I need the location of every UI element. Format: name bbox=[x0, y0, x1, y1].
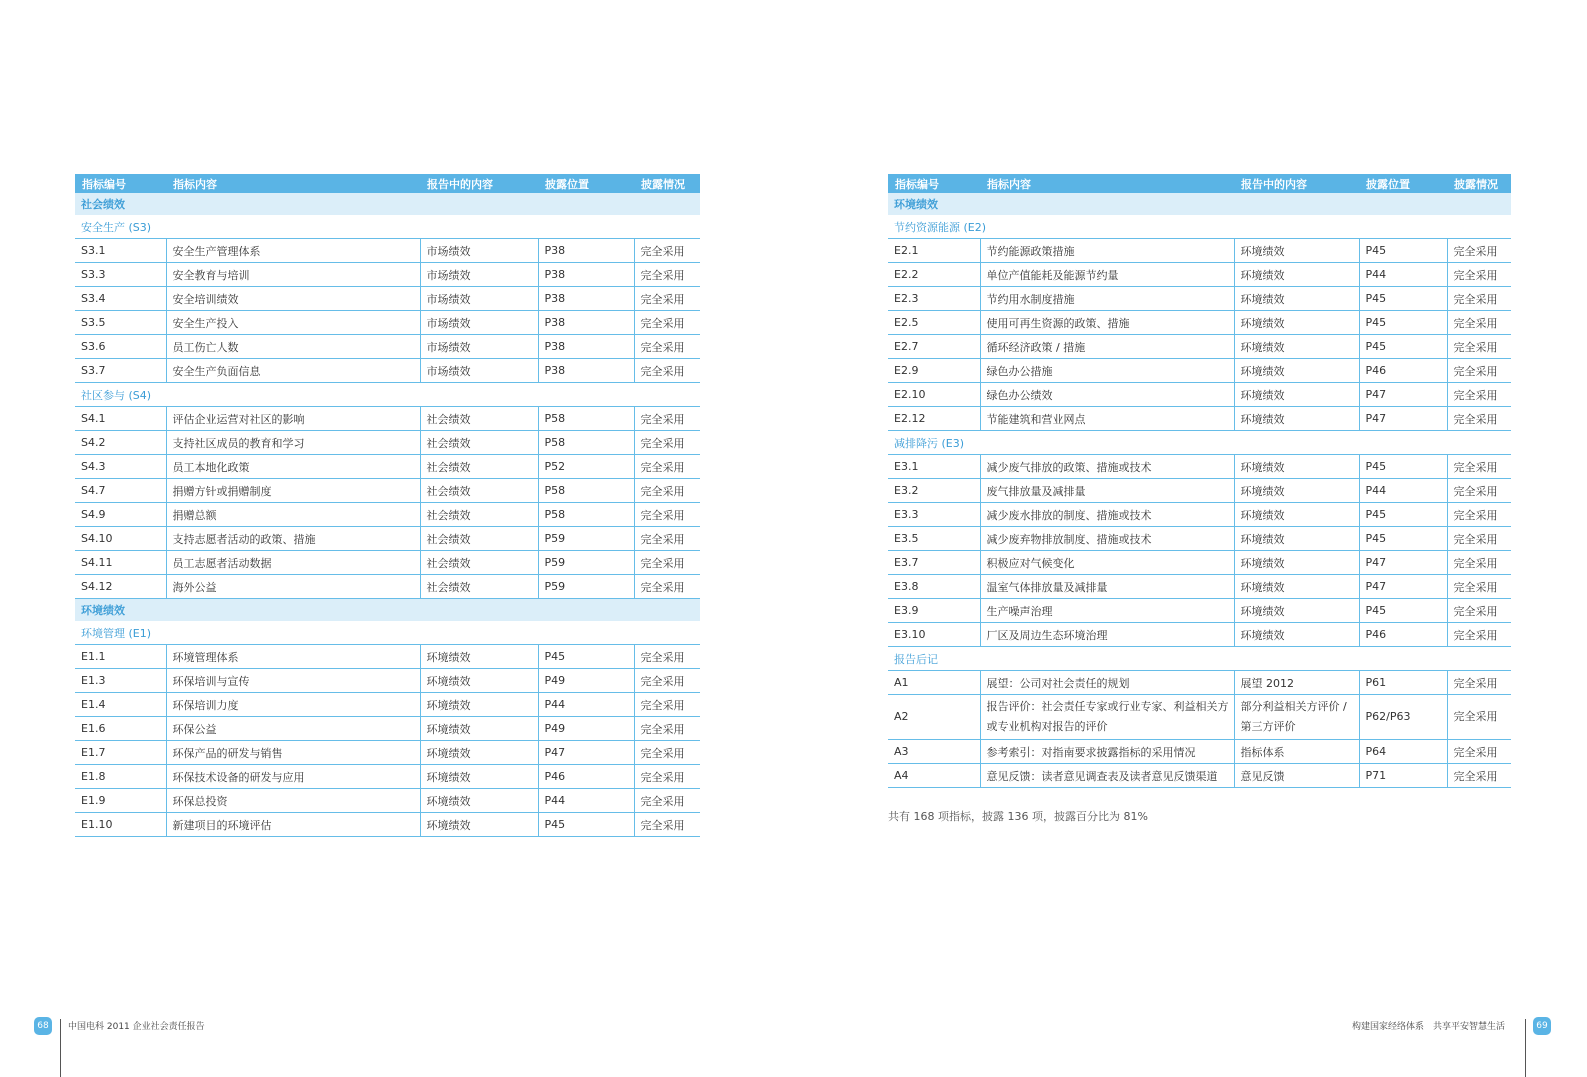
cell-status: 完全采用 bbox=[1447, 479, 1511, 503]
cell-content: 节约用水制度措施 bbox=[980, 287, 1234, 311]
cell-report-content: 社会绩效 bbox=[420, 575, 538, 599]
cell-report-content: 环境绩效 bbox=[1234, 623, 1359, 647]
cell-report-content: 环境绩效 bbox=[1234, 479, 1359, 503]
cell-status: 完全采用 bbox=[634, 455, 700, 479]
cell-report-content: 社会绩效 bbox=[420, 527, 538, 551]
page-number-right: 69 bbox=[1533, 1017, 1551, 1035]
cell-code: S4.1 bbox=[75, 407, 166, 431]
table-row bbox=[888, 407, 1511, 431]
cell-location: P45 bbox=[1359, 311, 1447, 335]
cell-content: 环保培训力度 bbox=[166, 693, 420, 717]
cell-content: 节约能源政策措施 bbox=[980, 239, 1234, 263]
cell-content: 展望：公司对社会责任的规划 bbox=[980, 671, 1234, 695]
cell-report-content: 展望 2012 bbox=[1234, 671, 1359, 695]
cell-status: 完全采用 bbox=[634, 575, 700, 599]
table-row bbox=[888, 359, 1511, 383]
table-row bbox=[75, 359, 700, 383]
table-row bbox=[75, 335, 700, 359]
subcategory-row bbox=[75, 383, 700, 407]
table-row bbox=[75, 789, 700, 813]
cell-status: 完全采用 bbox=[1447, 239, 1511, 263]
cell-code: E2.2 bbox=[888, 263, 980, 287]
table-row bbox=[75, 431, 700, 455]
cell-content: 单位产值能耗及能源节约量 bbox=[980, 263, 1234, 287]
left-table-body bbox=[75, 193, 700, 837]
page-number-left: 68 bbox=[34, 1017, 52, 1035]
cell-location: P46 bbox=[1359, 623, 1447, 647]
category-row bbox=[75, 599, 700, 622]
table-row bbox=[888, 575, 1511, 599]
cell-report-content: 市场绩效 bbox=[420, 263, 538, 287]
cell-report-content: 环境绩效 bbox=[420, 669, 538, 693]
cell-report-content: 环境绩效 bbox=[1234, 383, 1359, 407]
cell-status: 完全采用 bbox=[634, 669, 700, 693]
cell-status: 完全采用 bbox=[1447, 575, 1511, 599]
cell-location: P59 bbox=[538, 575, 634, 599]
cell-location: P38 bbox=[538, 239, 634, 263]
table-row bbox=[75, 551, 700, 575]
cell-location: P38 bbox=[538, 311, 634, 335]
subcategory-label: 社区参与 (S4) bbox=[75, 383, 700, 407]
category-label: 社会绩效 bbox=[75, 193, 700, 215]
subcategory-row bbox=[888, 431, 1511, 455]
cell-content: 循环经济政策 / 措施 bbox=[980, 335, 1234, 359]
cell-status: 完全采用 bbox=[634, 503, 700, 527]
cell-code: E2.10 bbox=[888, 383, 980, 407]
cell-content: 员工志愿者活动数据 bbox=[166, 551, 420, 575]
right-table-body bbox=[888, 193, 1511, 788]
cell-content: 绿色办公措施 bbox=[980, 359, 1234, 383]
cell-report-content: 社会绩效 bbox=[420, 455, 538, 479]
right-table-header bbox=[888, 174, 1511, 193]
header-code: 指标编号 bbox=[888, 174, 980, 193]
cell-content: 安全培训绩效 bbox=[166, 287, 420, 311]
cell-status: 完全采用 bbox=[634, 645, 700, 669]
cell-status: 完全采用 bbox=[634, 479, 700, 503]
cell-location: P44 bbox=[538, 789, 634, 813]
cell-report-content: 市场绩效 bbox=[420, 311, 538, 335]
cell-status: 完全采用 bbox=[634, 717, 700, 741]
cell-location: P58 bbox=[538, 479, 634, 503]
subcategory-label: 节约资源能源 (E2) bbox=[888, 215, 1511, 239]
footer-right-title: 构建国家经络体系 共享平安智慧生活 bbox=[1351, 1022, 1505, 1032]
cell-code: E3.9 bbox=[888, 599, 980, 623]
cell-status: 完全采用 bbox=[634, 789, 700, 813]
cell-location: P47 bbox=[1359, 383, 1447, 407]
cell-code: A3 bbox=[888, 740, 980, 764]
cell-location: P47 bbox=[1359, 407, 1447, 431]
cell-content: 环保公益 bbox=[166, 717, 420, 741]
table-row bbox=[75, 239, 700, 263]
cell-content: 环保总投资 bbox=[166, 789, 420, 813]
cell-location: P46 bbox=[538, 765, 634, 789]
cell-content: 意见反馈：读者意见调查表及读者意见反馈渠道 bbox=[980, 764, 1234, 788]
cell-status: 完全采用 bbox=[634, 407, 700, 431]
header-content: 指标内容 bbox=[166, 174, 420, 193]
cell-status: 完全采用 bbox=[634, 527, 700, 551]
cell-content: 评估企业运营对社区的影响 bbox=[166, 407, 420, 431]
cell-location: P64 bbox=[1359, 740, 1447, 764]
cell-code: E3.5 bbox=[888, 527, 980, 551]
left-index-table bbox=[75, 174, 700, 837]
cell-content: 员工本地化政策 bbox=[166, 455, 420, 479]
cell-report-content: 环境绩效 bbox=[420, 765, 538, 789]
header-status: 披露情况 bbox=[1447, 174, 1511, 193]
cell-content: 捐赠总额 bbox=[166, 503, 420, 527]
table-row bbox=[75, 503, 700, 527]
cell-location: P45 bbox=[1359, 455, 1447, 479]
cell-status: 完全采用 bbox=[634, 765, 700, 789]
cell-code: E2.5 bbox=[888, 311, 980, 335]
cell-content: 安全教育与培训 bbox=[166, 263, 420, 287]
cell-location: P59 bbox=[538, 551, 634, 575]
subcategory-row bbox=[888, 647, 1511, 671]
cell-location: P47 bbox=[1359, 575, 1447, 599]
cell-report-content: 市场绩效 bbox=[420, 335, 538, 359]
cell-code: S3.4 bbox=[75, 287, 166, 311]
table-row bbox=[888, 455, 1511, 479]
cell-report-content: 意见反馈 bbox=[1234, 764, 1359, 788]
table-row bbox=[75, 455, 700, 479]
cell-code: E3.8 bbox=[888, 575, 980, 599]
header-code: 指标编号 bbox=[75, 174, 166, 193]
table-row bbox=[888, 479, 1511, 503]
cell-code: S4.7 bbox=[75, 479, 166, 503]
cell-location: P58 bbox=[538, 503, 634, 527]
cell-status: 完全采用 bbox=[1447, 527, 1511, 551]
table-row bbox=[75, 527, 700, 551]
cell-code: A4 bbox=[888, 764, 980, 788]
table-row bbox=[75, 813, 700, 837]
cell-code: S3.7 bbox=[75, 359, 166, 383]
table-row bbox=[888, 695, 1511, 740]
cell-location: P58 bbox=[538, 407, 634, 431]
cell-code: E3.10 bbox=[888, 623, 980, 647]
cell-code: E1.7 bbox=[75, 741, 166, 765]
cell-report-content: 社会绩效 bbox=[420, 479, 538, 503]
cell-location: P45 bbox=[1359, 599, 1447, 623]
cell-status: 完全采用 bbox=[1447, 407, 1511, 431]
cell-report-content: 环境绩效 bbox=[1234, 503, 1359, 527]
cell-location: P44 bbox=[538, 693, 634, 717]
left-table-header bbox=[75, 174, 700, 193]
cell-report-content: 社会绩效 bbox=[420, 407, 538, 431]
cell-location: P62/P63 bbox=[1359, 695, 1447, 740]
cell-report-content: 环境绩效 bbox=[1234, 311, 1359, 335]
cell-content: 安全生产管理体系 bbox=[166, 239, 420, 263]
cell-location: P38 bbox=[538, 263, 634, 287]
cell-content: 参考索引：对指南要求披露指标的采用情况 bbox=[980, 740, 1234, 764]
footer-divider-left bbox=[60, 1019, 61, 1077]
table-row bbox=[75, 693, 700, 717]
table-row bbox=[888, 623, 1511, 647]
cell-location: P49 bbox=[538, 669, 634, 693]
cell-location: P45 bbox=[1359, 527, 1447, 551]
cell-report-content: 环境绩效 bbox=[420, 693, 538, 717]
cell-code: S4.2 bbox=[75, 431, 166, 455]
cell-location: P49 bbox=[538, 717, 634, 741]
table-row bbox=[75, 717, 700, 741]
cell-code: E3.3 bbox=[888, 503, 980, 527]
cell-location: P45 bbox=[538, 813, 634, 837]
cell-location: P38 bbox=[538, 287, 634, 311]
table-row bbox=[75, 479, 700, 503]
cell-location: P47 bbox=[538, 741, 634, 765]
cell-content: 生产噪声治理 bbox=[980, 599, 1234, 623]
cell-status: 完全采用 bbox=[1447, 383, 1511, 407]
header-status: 披露情况 bbox=[634, 174, 700, 193]
cell-content: 安全生产负面信息 bbox=[166, 359, 420, 383]
cell-location: P45 bbox=[1359, 287, 1447, 311]
cell-code: E1.9 bbox=[75, 789, 166, 813]
cell-report-content: 部分利益相关方评价 / 第三方评价 bbox=[1234, 695, 1359, 740]
cell-location: P46 bbox=[1359, 359, 1447, 383]
cell-report-content: 环境绩效 bbox=[420, 645, 538, 669]
cell-content: 厂区及周边生态环境治理 bbox=[980, 623, 1234, 647]
cell-code: S3.5 bbox=[75, 311, 166, 335]
cell-location: P52 bbox=[538, 455, 634, 479]
cell-report-content: 社会绩效 bbox=[420, 431, 538, 455]
subcategory-row bbox=[888, 215, 1511, 239]
cell-location: P45 bbox=[1359, 503, 1447, 527]
cell-report-content: 市场绩效 bbox=[420, 359, 538, 383]
cell-report-content: 环境绩效 bbox=[1234, 527, 1359, 551]
cell-code: E2.7 bbox=[888, 335, 980, 359]
cell-status: 完全采用 bbox=[634, 693, 700, 717]
cell-status: 完全采用 bbox=[1447, 263, 1511, 287]
cell-code: S4.11 bbox=[75, 551, 166, 575]
cell-location: P44 bbox=[1359, 479, 1447, 503]
table-row bbox=[888, 311, 1511, 335]
cell-location: P38 bbox=[538, 335, 634, 359]
cell-content: 海外公益 bbox=[166, 575, 420, 599]
cell-location: P44 bbox=[1359, 263, 1447, 287]
cell-report-content: 环境绩效 bbox=[1234, 263, 1359, 287]
cell-status: 完全采用 bbox=[1447, 695, 1511, 740]
cell-code: E3.1 bbox=[888, 455, 980, 479]
cell-status: 完全采用 bbox=[634, 813, 700, 837]
cell-report-content: 环境绩效 bbox=[1234, 551, 1359, 575]
cell-report-content: 环境绩效 bbox=[1234, 455, 1359, 479]
cell-report-content: 市场绩效 bbox=[420, 287, 538, 311]
cell-content: 捐赠方针或捐赠制度 bbox=[166, 479, 420, 503]
table-row bbox=[888, 527, 1511, 551]
table-row bbox=[75, 407, 700, 431]
cell-report-content: 环境绩效 bbox=[420, 813, 538, 837]
cell-content: 减少废弃物排放制度、措施或技术 bbox=[980, 527, 1234, 551]
table-row bbox=[75, 645, 700, 669]
cell-content: 新建项目的环境评估 bbox=[166, 813, 420, 837]
table-row bbox=[888, 287, 1511, 311]
cell-status: 完全采用 bbox=[1447, 503, 1511, 527]
cell-status: 完全采用 bbox=[1447, 599, 1511, 623]
cell-status: 完全采用 bbox=[634, 287, 700, 311]
table-row bbox=[888, 764, 1511, 788]
cell-report-content: 社会绩效 bbox=[420, 551, 538, 575]
cell-report-content: 环境绩效 bbox=[420, 789, 538, 813]
cell-status: 完全采用 bbox=[1447, 287, 1511, 311]
header-location: 披露位置 bbox=[538, 174, 634, 193]
cell-content: 支持志愿者活动的政策、措施 bbox=[166, 527, 420, 551]
cell-report-content: 环境绩效 bbox=[1234, 287, 1359, 311]
subcategory-label: 报告后记 bbox=[888, 647, 1511, 671]
header-report-content: 报告中的内容 bbox=[1234, 174, 1359, 193]
cell-report-content: 社会绩效 bbox=[420, 503, 538, 527]
cell-status: 完全采用 bbox=[634, 431, 700, 455]
cell-status: 完全采用 bbox=[1447, 335, 1511, 359]
cell-code: S3.3 bbox=[75, 263, 166, 287]
cell-status: 完全采用 bbox=[1447, 671, 1511, 695]
cell-code: E2.9 bbox=[888, 359, 980, 383]
table-row bbox=[888, 740, 1511, 764]
cell-status: 完全采用 bbox=[1447, 623, 1511, 647]
cell-content: 环保培训与宣传 bbox=[166, 669, 420, 693]
cell-content: 环保产品的研发与销售 bbox=[166, 741, 420, 765]
cell-status: 完全采用 bbox=[634, 239, 700, 263]
cell-code: E1.3 bbox=[75, 669, 166, 693]
table-row bbox=[888, 671, 1511, 695]
cell-content: 环保技术设备的研发与应用 bbox=[166, 765, 420, 789]
cell-report-content: 环境绩效 bbox=[1234, 407, 1359, 431]
cell-code: E2.12 bbox=[888, 407, 980, 431]
cell-code: S4.10 bbox=[75, 527, 166, 551]
table-row bbox=[888, 335, 1511, 359]
cell-status: 完全采用 bbox=[634, 359, 700, 383]
cell-status: 完全采用 bbox=[634, 311, 700, 335]
cell-code: S4.9 bbox=[75, 503, 166, 527]
cell-code: E1.8 bbox=[75, 765, 166, 789]
subcategory-label: 环境管理 (E1) bbox=[75, 621, 700, 645]
subcategory-label: 减排降污 (E3) bbox=[888, 431, 1511, 455]
cell-code: A1 bbox=[888, 671, 980, 695]
cell-code: S3.6 bbox=[75, 335, 166, 359]
footer-left-title: 中国电科 2011 企业社会责任报告 bbox=[68, 1022, 205, 1032]
cell-location: P59 bbox=[538, 527, 634, 551]
cell-status: 完全采用 bbox=[1447, 359, 1511, 383]
cell-code: A2 bbox=[888, 695, 980, 740]
cell-content: 使用可再生资源的政策、措施 bbox=[980, 311, 1234, 335]
cell-code: E1.6 bbox=[75, 717, 166, 741]
cell-code: S4.3 bbox=[75, 455, 166, 479]
header-location: 披露位置 bbox=[1359, 174, 1447, 193]
cell-content: 减少废气排放的政策、措施或技术 bbox=[980, 455, 1234, 479]
footer-divider-right bbox=[1525, 1019, 1526, 1077]
cell-status: 完全采用 bbox=[1447, 311, 1511, 335]
table-row bbox=[75, 765, 700, 789]
category-row bbox=[75, 193, 700, 215]
subcategory-row bbox=[75, 621, 700, 645]
cell-code: E3.2 bbox=[888, 479, 980, 503]
cell-content: 员工伤亡人数 bbox=[166, 335, 420, 359]
cell-status: 完全采用 bbox=[634, 263, 700, 287]
cell-location: P45 bbox=[538, 645, 634, 669]
cell-content: 温室气体排放量及减排量 bbox=[980, 575, 1234, 599]
cell-code: E1.10 bbox=[75, 813, 166, 837]
cell-report-content: 环境绩效 bbox=[420, 717, 538, 741]
cell-report-content: 环境绩效 bbox=[1234, 575, 1359, 599]
category-label: 环境绩效 bbox=[75, 599, 700, 622]
cell-status: 完全采用 bbox=[1447, 455, 1511, 479]
right-index-table bbox=[888, 174, 1511, 788]
cell-status: 完全采用 bbox=[1447, 740, 1511, 764]
cell-status: 完全采用 bbox=[634, 741, 700, 765]
disclosure-summary: 共有 168 项指标，披露 136 项，披露百分比为 81% bbox=[888, 810, 1148, 823]
cell-location: P61 bbox=[1359, 671, 1447, 695]
cell-status: 完全采用 bbox=[634, 551, 700, 575]
cell-code: E2.3 bbox=[888, 287, 980, 311]
cell-content: 环境管理体系 bbox=[166, 645, 420, 669]
cell-content: 绿色办公绩效 bbox=[980, 383, 1234, 407]
cell-location: P38 bbox=[538, 359, 634, 383]
cell-report-content: 环境绩效 bbox=[1234, 239, 1359, 263]
cell-code: E3.7 bbox=[888, 551, 980, 575]
cell-location: P47 bbox=[1359, 551, 1447, 575]
cell-code: E1.1 bbox=[75, 645, 166, 669]
cell-code: S4.12 bbox=[75, 575, 166, 599]
table-row bbox=[888, 503, 1511, 527]
cell-content: 报告评价：社会责任专家或行业专家、利益相关方或专业机构对报告的评价 bbox=[980, 695, 1234, 740]
category-label: 环境绩效 bbox=[888, 193, 1511, 215]
cell-report-content: 环境绩效 bbox=[1234, 359, 1359, 383]
cell-location: P45 bbox=[1359, 335, 1447, 359]
cell-content: 减少废水排放的制度、措施或技术 bbox=[980, 503, 1234, 527]
table-row bbox=[75, 575, 700, 599]
cell-content: 积极应对气候变化 bbox=[980, 551, 1234, 575]
cell-status: 完全采用 bbox=[634, 335, 700, 359]
table-row bbox=[75, 311, 700, 335]
cell-code: E2.1 bbox=[888, 239, 980, 263]
cell-location: P71 bbox=[1359, 764, 1447, 788]
cell-report-content: 指标体系 bbox=[1234, 740, 1359, 764]
subcategory-row bbox=[75, 215, 700, 239]
cell-status: 完全采用 bbox=[1447, 764, 1511, 788]
cell-location: P58 bbox=[538, 431, 634, 455]
cell-code: S3.1 bbox=[75, 239, 166, 263]
cell-report-content: 环境绩效 bbox=[420, 741, 538, 765]
table-row bbox=[75, 741, 700, 765]
cell-status: 完全采用 bbox=[1447, 551, 1511, 575]
cell-report-content: 市场绩效 bbox=[420, 239, 538, 263]
table-row bbox=[888, 239, 1511, 263]
cell-content: 节能建筑和营业网点 bbox=[980, 407, 1234, 431]
cell-report-content: 环境绩效 bbox=[1234, 599, 1359, 623]
cell-code: E1.4 bbox=[75, 693, 166, 717]
cell-content: 安全生产投入 bbox=[166, 311, 420, 335]
cell-report-content: 环境绩效 bbox=[1234, 335, 1359, 359]
table-row bbox=[75, 669, 700, 693]
table-row bbox=[888, 551, 1511, 575]
table-row bbox=[888, 383, 1511, 407]
subcategory-label: 安全生产 (S3) bbox=[75, 215, 700, 239]
table-row bbox=[75, 287, 700, 311]
header-content: 指标内容 bbox=[980, 174, 1234, 193]
cell-location: P45 bbox=[1359, 239, 1447, 263]
header-report-content: 报告中的内容 bbox=[420, 174, 538, 193]
cell-content: 支持社区成员的教育和学习 bbox=[166, 431, 420, 455]
category-row bbox=[888, 193, 1511, 215]
table-row bbox=[888, 599, 1511, 623]
table-row bbox=[75, 263, 700, 287]
cell-content: 废气排放量及减排量 bbox=[980, 479, 1234, 503]
table-row bbox=[888, 263, 1511, 287]
